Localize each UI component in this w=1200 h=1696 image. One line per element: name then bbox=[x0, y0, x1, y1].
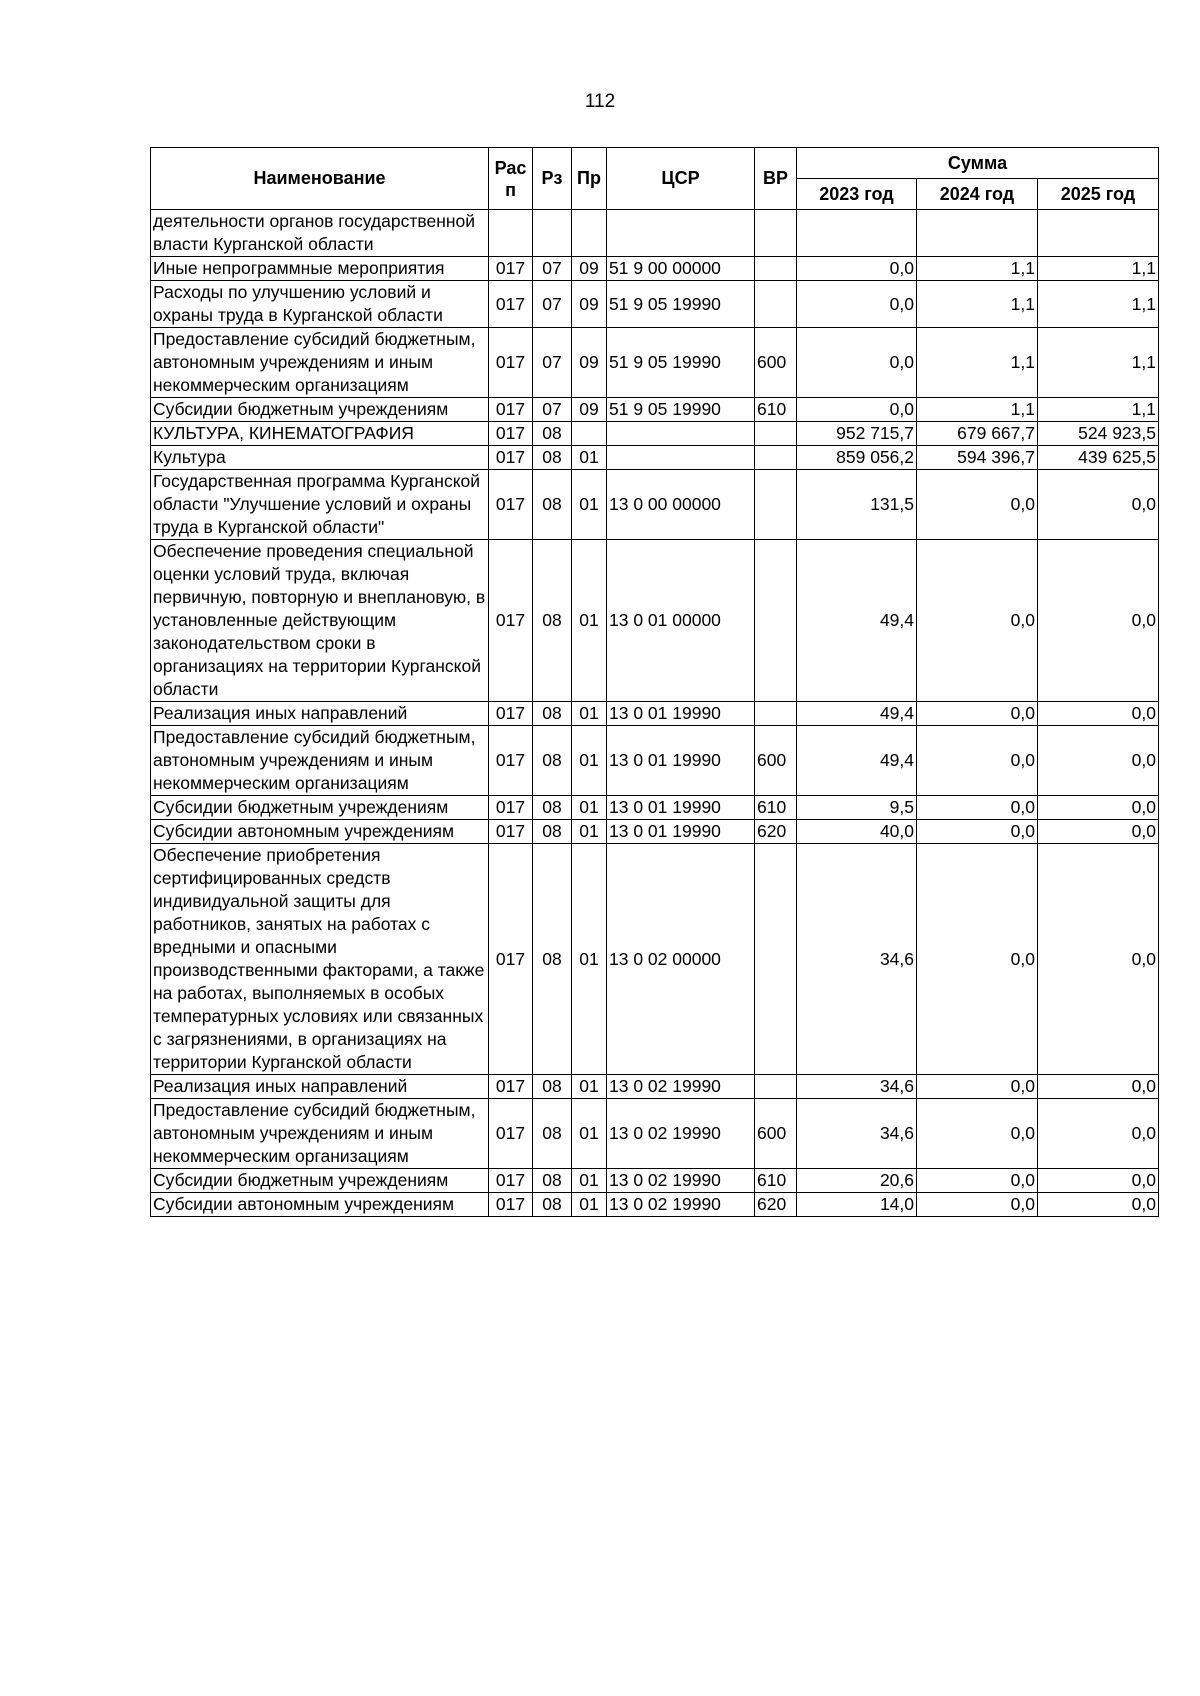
cell-name: Культура bbox=[151, 446, 489, 470]
cell-amount-2024: 1,1 bbox=[917, 328, 1038, 398]
cell-amount-2023: 952 715,7 bbox=[797, 422, 917, 446]
cell-name: Реализация иных направлений bbox=[151, 702, 489, 726]
cell-amount-2024: 594 396,7 bbox=[917, 446, 1038, 470]
cell-vr: 620 bbox=[755, 820, 797, 844]
cell-pr: 01 bbox=[572, 1193, 607, 1217]
cell-name: Расходы по улучшению условий и охраны труда в Курганской области bbox=[151, 281, 489, 328]
table-row bbox=[151, 281, 1159, 328]
cell-rasp: 017 bbox=[489, 702, 533, 726]
cell-vr bbox=[755, 702, 797, 726]
cell-rz: 08 bbox=[533, 470, 572, 540]
cell-amount-2023: 49,4 bbox=[797, 726, 917, 796]
cell-amount-2024: 0,0 bbox=[917, 1075, 1038, 1099]
table-row bbox=[151, 1099, 1159, 1169]
cell-csr: 13 0 02 19990 bbox=[607, 1075, 755, 1099]
cell-pr: 01 bbox=[572, 470, 607, 540]
cell-name: Реализация иных направлений bbox=[151, 1075, 489, 1099]
cell-amount-2025: 0,0 bbox=[1038, 796, 1159, 820]
cell-rasp: 017 bbox=[489, 726, 533, 796]
cell-amount-2025 bbox=[1038, 210, 1159, 257]
cell-pr: 09 bbox=[572, 398, 607, 422]
cell-amount-2023: 859 056,2 bbox=[797, 446, 917, 470]
cell-amount-2024: 0,0 bbox=[917, 820, 1038, 844]
header-rz: Рз bbox=[533, 148, 572, 210]
cell-pr: 01 bbox=[572, 726, 607, 796]
cell-amount-2023: 0,0 bbox=[797, 281, 917, 328]
header-csr: ЦСР bbox=[607, 148, 755, 210]
cell-rasp bbox=[489, 210, 533, 257]
header-vr: ВР bbox=[755, 148, 797, 210]
table-row bbox=[151, 257, 1159, 281]
cell-vr: 620 bbox=[755, 1193, 797, 1217]
cell-rz: 08 bbox=[533, 796, 572, 820]
cell-amount-2023: 9,5 bbox=[797, 796, 917, 820]
cell-pr: 09 bbox=[572, 257, 607, 281]
cell-pr: 01 bbox=[572, 844, 607, 1075]
table-row bbox=[151, 422, 1159, 446]
table-row bbox=[151, 470, 1159, 540]
cell-csr: 13 0 02 19990 bbox=[607, 1169, 755, 1193]
cell-name: Обеспечение проведения специальной оценки условий труда, включая первичную, повторную и внеплановую, в установленные действующим законодательством сроки в организациях на территории Курганской области bbox=[151, 540, 489, 702]
cell-rz: 08 bbox=[533, 820, 572, 844]
cell-amount-2025: 0,0 bbox=[1038, 820, 1159, 844]
cell-rasp: 017 bbox=[489, 422, 533, 446]
cell-rz: 08 bbox=[533, 1169, 572, 1193]
table-row bbox=[151, 1193, 1159, 1217]
cell-amount-2024: 0,0 bbox=[917, 1193, 1038, 1217]
cell-name: Предоставление субсидий бюджетным, автономным учреждениям и иным некоммерческим организациям bbox=[151, 1099, 489, 1169]
cell-rz: 08 bbox=[533, 446, 572, 470]
cell-amount-2025: 0,0 bbox=[1038, 1169, 1159, 1193]
cell-rasp: 017 bbox=[489, 1075, 533, 1099]
table-row bbox=[151, 702, 1159, 726]
cell-vr: 600 bbox=[755, 726, 797, 796]
cell-amount-2024: 0,0 bbox=[917, 702, 1038, 726]
cell-amount-2023: 0,0 bbox=[797, 398, 917, 422]
cell-rasp: 017 bbox=[489, 1099, 533, 1169]
cell-amount-2024: 0,0 bbox=[917, 1169, 1038, 1193]
table-row bbox=[151, 796, 1159, 820]
cell-amount-2023: 0,0 bbox=[797, 328, 917, 398]
cell-rasp: 017 bbox=[489, 844, 533, 1075]
cell-amount-2023: 20,6 bbox=[797, 1169, 917, 1193]
cell-rasp: 017 bbox=[489, 398, 533, 422]
cell-vr bbox=[755, 1075, 797, 1099]
table-row bbox=[151, 844, 1159, 1075]
cell-amount-2025: 439 625,5 bbox=[1038, 446, 1159, 470]
cell-name: Субсидии бюджетным учреждениям bbox=[151, 1169, 489, 1193]
cell-csr bbox=[607, 210, 755, 257]
cell-vr: 610 bbox=[755, 398, 797, 422]
cell-vr bbox=[755, 257, 797, 281]
cell-amount-2024: 1,1 bbox=[917, 398, 1038, 422]
cell-rz: 07 bbox=[533, 257, 572, 281]
cell-pr: 09 bbox=[572, 281, 607, 328]
cell-vr bbox=[755, 446, 797, 470]
cell-amount-2024 bbox=[917, 210, 1038, 257]
header-rasp: Рас п bbox=[489, 148, 533, 210]
cell-csr: 13 0 01 19990 bbox=[607, 796, 755, 820]
cell-amount-2023 bbox=[797, 210, 917, 257]
cell-vr: 610 bbox=[755, 796, 797, 820]
cell-vr bbox=[755, 470, 797, 540]
header-year-2023: 2023 год bbox=[797, 179, 917, 210]
cell-amount-2025: 1,1 bbox=[1038, 398, 1159, 422]
cell-amount-2024: 1,1 bbox=[917, 257, 1038, 281]
table-row bbox=[151, 1075, 1159, 1099]
cell-amount-2025: 1,1 bbox=[1038, 257, 1159, 281]
cell-rasp: 017 bbox=[489, 1169, 533, 1193]
cell-name: Предоставление субсидий бюджетным, автономным учреждениям и иным некоммерческим организациям bbox=[151, 328, 489, 398]
cell-amount-2023: 49,4 bbox=[797, 540, 917, 702]
cell-name: Субсидии автономным учреждениям bbox=[151, 820, 489, 844]
cell-csr: 51 9 05 19990 bbox=[607, 398, 755, 422]
cell-rz: 08 bbox=[533, 726, 572, 796]
table-row bbox=[151, 726, 1159, 796]
cell-rz bbox=[533, 210, 572, 257]
table-row bbox=[151, 328, 1159, 398]
table-row bbox=[151, 540, 1159, 702]
cell-name: Предоставление субсидий бюджетным, автономным учреждениям и иным некоммерческим организациям bbox=[151, 726, 489, 796]
budget-table bbox=[150, 147, 1159, 1217]
cell-amount-2025: 1,1 bbox=[1038, 328, 1159, 398]
cell-csr: 51 9 05 19990 bbox=[607, 281, 755, 328]
cell-rasp: 017 bbox=[489, 540, 533, 702]
cell-vr: 600 bbox=[755, 328, 797, 398]
cell-amount-2023: 34,6 bbox=[797, 1075, 917, 1099]
cell-amount-2024: 1,1 bbox=[917, 281, 1038, 328]
cell-amount-2024: 679 667,7 bbox=[917, 422, 1038, 446]
cell-amount-2024: 0,0 bbox=[917, 796, 1038, 820]
cell-amount-2023: 34,6 bbox=[797, 844, 917, 1075]
cell-name: Субсидии бюджетным учреждениям bbox=[151, 796, 489, 820]
cell-amount-2025: 0,0 bbox=[1038, 470, 1159, 540]
cell-amount-2023: 49,4 bbox=[797, 702, 917, 726]
cell-rasp: 017 bbox=[489, 328, 533, 398]
cell-name: Субсидии бюджетным учреждениям bbox=[151, 398, 489, 422]
cell-pr bbox=[572, 210, 607, 257]
table-row bbox=[151, 820, 1159, 844]
cell-amount-2023: 0,0 bbox=[797, 257, 917, 281]
cell-vr bbox=[755, 844, 797, 1075]
cell-rasp: 017 bbox=[489, 281, 533, 328]
cell-csr: 13 0 01 00000 bbox=[607, 540, 755, 702]
cell-csr: 51 9 00 00000 bbox=[607, 257, 755, 281]
cell-csr: 13 0 01 19990 bbox=[607, 820, 755, 844]
cell-pr: 01 bbox=[572, 1169, 607, 1193]
cell-amount-2024: 0,0 bbox=[917, 540, 1038, 702]
header-name: Наименование bbox=[151, 148, 489, 210]
cell-amount-2024: 0,0 bbox=[917, 726, 1038, 796]
cell-amount-2025: 0,0 bbox=[1038, 540, 1159, 702]
cell-rasp: 017 bbox=[489, 470, 533, 540]
cell-csr: 13 0 02 00000 bbox=[607, 844, 755, 1075]
table-body bbox=[151, 210, 1159, 1217]
cell-amount-2023: 131,5 bbox=[797, 470, 917, 540]
cell-amount-2025: 0,0 bbox=[1038, 844, 1159, 1075]
cell-rasp: 017 bbox=[489, 796, 533, 820]
cell-amount-2024: 0,0 bbox=[917, 470, 1038, 540]
table-row bbox=[151, 210, 1159, 257]
cell-name: деятельности органов государственной власти Курганской области bbox=[151, 210, 489, 257]
cell-rz: 08 bbox=[533, 1099, 572, 1169]
cell-vr bbox=[755, 540, 797, 702]
page-number: 112 bbox=[584, 91, 616, 112]
cell-rz: 08 bbox=[533, 702, 572, 726]
table-row bbox=[151, 1169, 1159, 1193]
cell-amount-2024: 0,0 bbox=[917, 844, 1038, 1075]
cell-csr: 13 0 00 00000 bbox=[607, 470, 755, 540]
cell-vr: 610 bbox=[755, 1169, 797, 1193]
cell-csr bbox=[607, 422, 755, 446]
cell-amount-2025: 0,0 bbox=[1038, 702, 1159, 726]
cell-pr: 01 bbox=[572, 540, 607, 702]
cell-rasp: 017 bbox=[489, 1193, 533, 1217]
cell-pr: 01 bbox=[572, 820, 607, 844]
cell-name: Государственная программа Курганской области "Улучшение условий и охраны труда в Курганской области" bbox=[151, 470, 489, 540]
cell-rz: 07 bbox=[533, 398, 572, 422]
cell-rz: 08 bbox=[533, 422, 572, 446]
cell-amount-2025: 524 923,5 bbox=[1038, 422, 1159, 446]
cell-rz: 07 bbox=[533, 281, 572, 328]
cell-amount-2025: 0,0 bbox=[1038, 726, 1159, 796]
cell-amount-2023: 14,0 bbox=[797, 1193, 917, 1217]
cell-pr: 01 bbox=[572, 446, 607, 470]
cell-pr: 01 bbox=[572, 702, 607, 726]
cell-csr: 13 0 02 19990 bbox=[607, 1099, 755, 1169]
cell-rz: 08 bbox=[533, 1075, 572, 1099]
cell-rz: 07 bbox=[533, 328, 572, 398]
cell-vr: 600 bbox=[755, 1099, 797, 1169]
cell-amount-2025: 1,1 bbox=[1038, 281, 1159, 328]
header-sum: Сумма bbox=[797, 148, 1159, 179]
cell-csr: 51 9 05 19990 bbox=[607, 328, 755, 398]
table-row bbox=[151, 398, 1159, 422]
header-year-2024: 2024 год bbox=[917, 179, 1038, 210]
cell-vr bbox=[755, 210, 797, 257]
cell-rasp: 017 bbox=[489, 257, 533, 281]
cell-pr: 01 bbox=[572, 1075, 607, 1099]
cell-vr bbox=[755, 422, 797, 446]
cell-pr: 01 bbox=[572, 1099, 607, 1169]
cell-csr: 13 0 01 19990 bbox=[607, 726, 755, 796]
header-year-2025: 2025 год bbox=[1038, 179, 1159, 210]
table-header bbox=[151, 148, 1159, 210]
cell-pr: 09 bbox=[572, 328, 607, 398]
cell-name: Обеспечение приобретения сертифицированных средств индивидуальной защиты для работников, занятых на работах с вредными и опасными производственными факторами, а также на работах, выполняемых в особых температурных условиях или связанных с загрязнениями, в организациях на территории Курганской области bbox=[151, 844, 489, 1075]
cell-rasp: 017 bbox=[489, 820, 533, 844]
cell-csr: 13 0 02 19990 bbox=[607, 1193, 755, 1217]
cell-name: Иные непрограммные мероприятия bbox=[151, 257, 489, 281]
header-pr: Пр bbox=[572, 148, 607, 210]
cell-pr bbox=[572, 422, 607, 446]
cell-rasp: 017 bbox=[489, 446, 533, 470]
cell-rz: 08 bbox=[533, 844, 572, 1075]
cell-amount-2024: 0,0 bbox=[917, 1099, 1038, 1169]
cell-csr bbox=[607, 446, 755, 470]
cell-rz: 08 bbox=[533, 1193, 572, 1217]
cell-amount-2023: 34,6 bbox=[797, 1099, 917, 1169]
cell-pr: 01 bbox=[572, 796, 607, 820]
cell-amount-2023: 40,0 bbox=[797, 820, 917, 844]
cell-vr bbox=[755, 281, 797, 328]
cell-name: КУЛЬТУРА, КИНЕМАТОГРАФИЯ bbox=[151, 422, 489, 446]
cell-amount-2025: 0,0 bbox=[1038, 1099, 1159, 1169]
cell-amount-2025: 0,0 bbox=[1038, 1075, 1159, 1099]
table-row bbox=[151, 446, 1159, 470]
cell-name: Субсидии автономным учреждениям bbox=[151, 1193, 489, 1217]
cell-rz: 08 bbox=[533, 540, 572, 702]
cell-csr: 13 0 01 19990 bbox=[607, 702, 755, 726]
cell-amount-2025: 0,0 bbox=[1038, 1193, 1159, 1217]
